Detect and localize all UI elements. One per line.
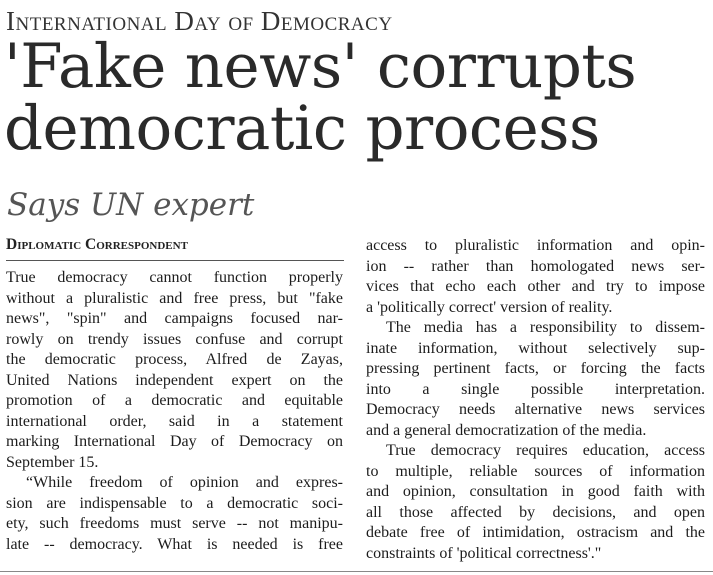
text-line: into a single possible interpretation. — [366, 380, 705, 398]
text-line: inate information, without selectively sup- — [366, 339, 705, 357]
text-line: September 15. — [6, 453, 99, 471]
page-bottom-rule — [0, 571, 713, 572]
text-line: vices that echo each other and try to impose — [366, 278, 705, 295]
article-byline: Diplomatic Correspondent — [6, 236, 188, 253]
headline-line: democratic process — [4, 93, 600, 164]
text-line: ety, such freedoms must serve -- not manipu- — [6, 515, 343, 532]
text-line: United Nations independent expert on the — [6, 371, 343, 389]
text-line: promotion of a democratic and equitable — [6, 392, 343, 409]
article-subhead: Says UN expert — [7, 187, 255, 223]
article-kicker: International Day of Democracy — [6, 6, 393, 36]
text-line: pressing pertinent facts, or forcing the facts — [366, 360, 705, 377]
text-line: True democracy requires education, access — [386, 442, 705, 459]
text-line: Democracy needs alternative news services — [366, 401, 705, 418]
text-line: late -- democracy. What is needed is free — [6, 535, 343, 553]
text-line: to multiple, reliable sources of information — [366, 462, 705, 480]
text-line: sion are indispensable to a democratic soci- — [6, 494, 343, 512]
text-line: all those affected by decisions, and open — [366, 503, 705, 521]
text-line: debate free of intimidation, ostracism and the — [366, 524, 705, 541]
article-column-2 — [366, 236, 705, 564]
text-line: True democracy cannot function properly — [6, 269, 343, 286]
text-line: The media has a responsibility to dissem- — [386, 319, 705, 336]
text-line: the democratic process, Alfred de Zayas, — [6, 351, 343, 368]
article-column-1 — [6, 268, 343, 555]
byline-divider — [6, 260, 344, 261]
text-line: news", "spin" and campaigns focused nar- — [6, 310, 343, 327]
text-line: international order, said in a statement — [6, 412, 343, 430]
text-line: and opinion, consultation in good faith with — [366, 483, 705, 500]
text-line: access to pluralistic information and opin- — [366, 237, 705, 254]
text-line: ion -- rather than homologated news ser- — [366, 257, 705, 275]
text-line: “While freedom of opinion and expres- — [26, 474, 343, 491]
text-line: constraints of 'political correctness'." — [366, 544, 602, 562]
text-line: and a general democratization of the media. — [366, 421, 647, 439]
text-line: rowly on trendy issues confuse and corrupt — [6, 330, 343, 348]
headline-line: 'Fake news' corrupts — [4, 31, 637, 102]
text-line: without a pluralistic and free press, but "fake — [6, 289, 343, 307]
text-line: marking International Day of Democracy on — [6, 433, 343, 450]
text-line: a 'politically correct' version of reality. — [366, 298, 613, 316]
article-headline — [4, 31, 709, 164]
